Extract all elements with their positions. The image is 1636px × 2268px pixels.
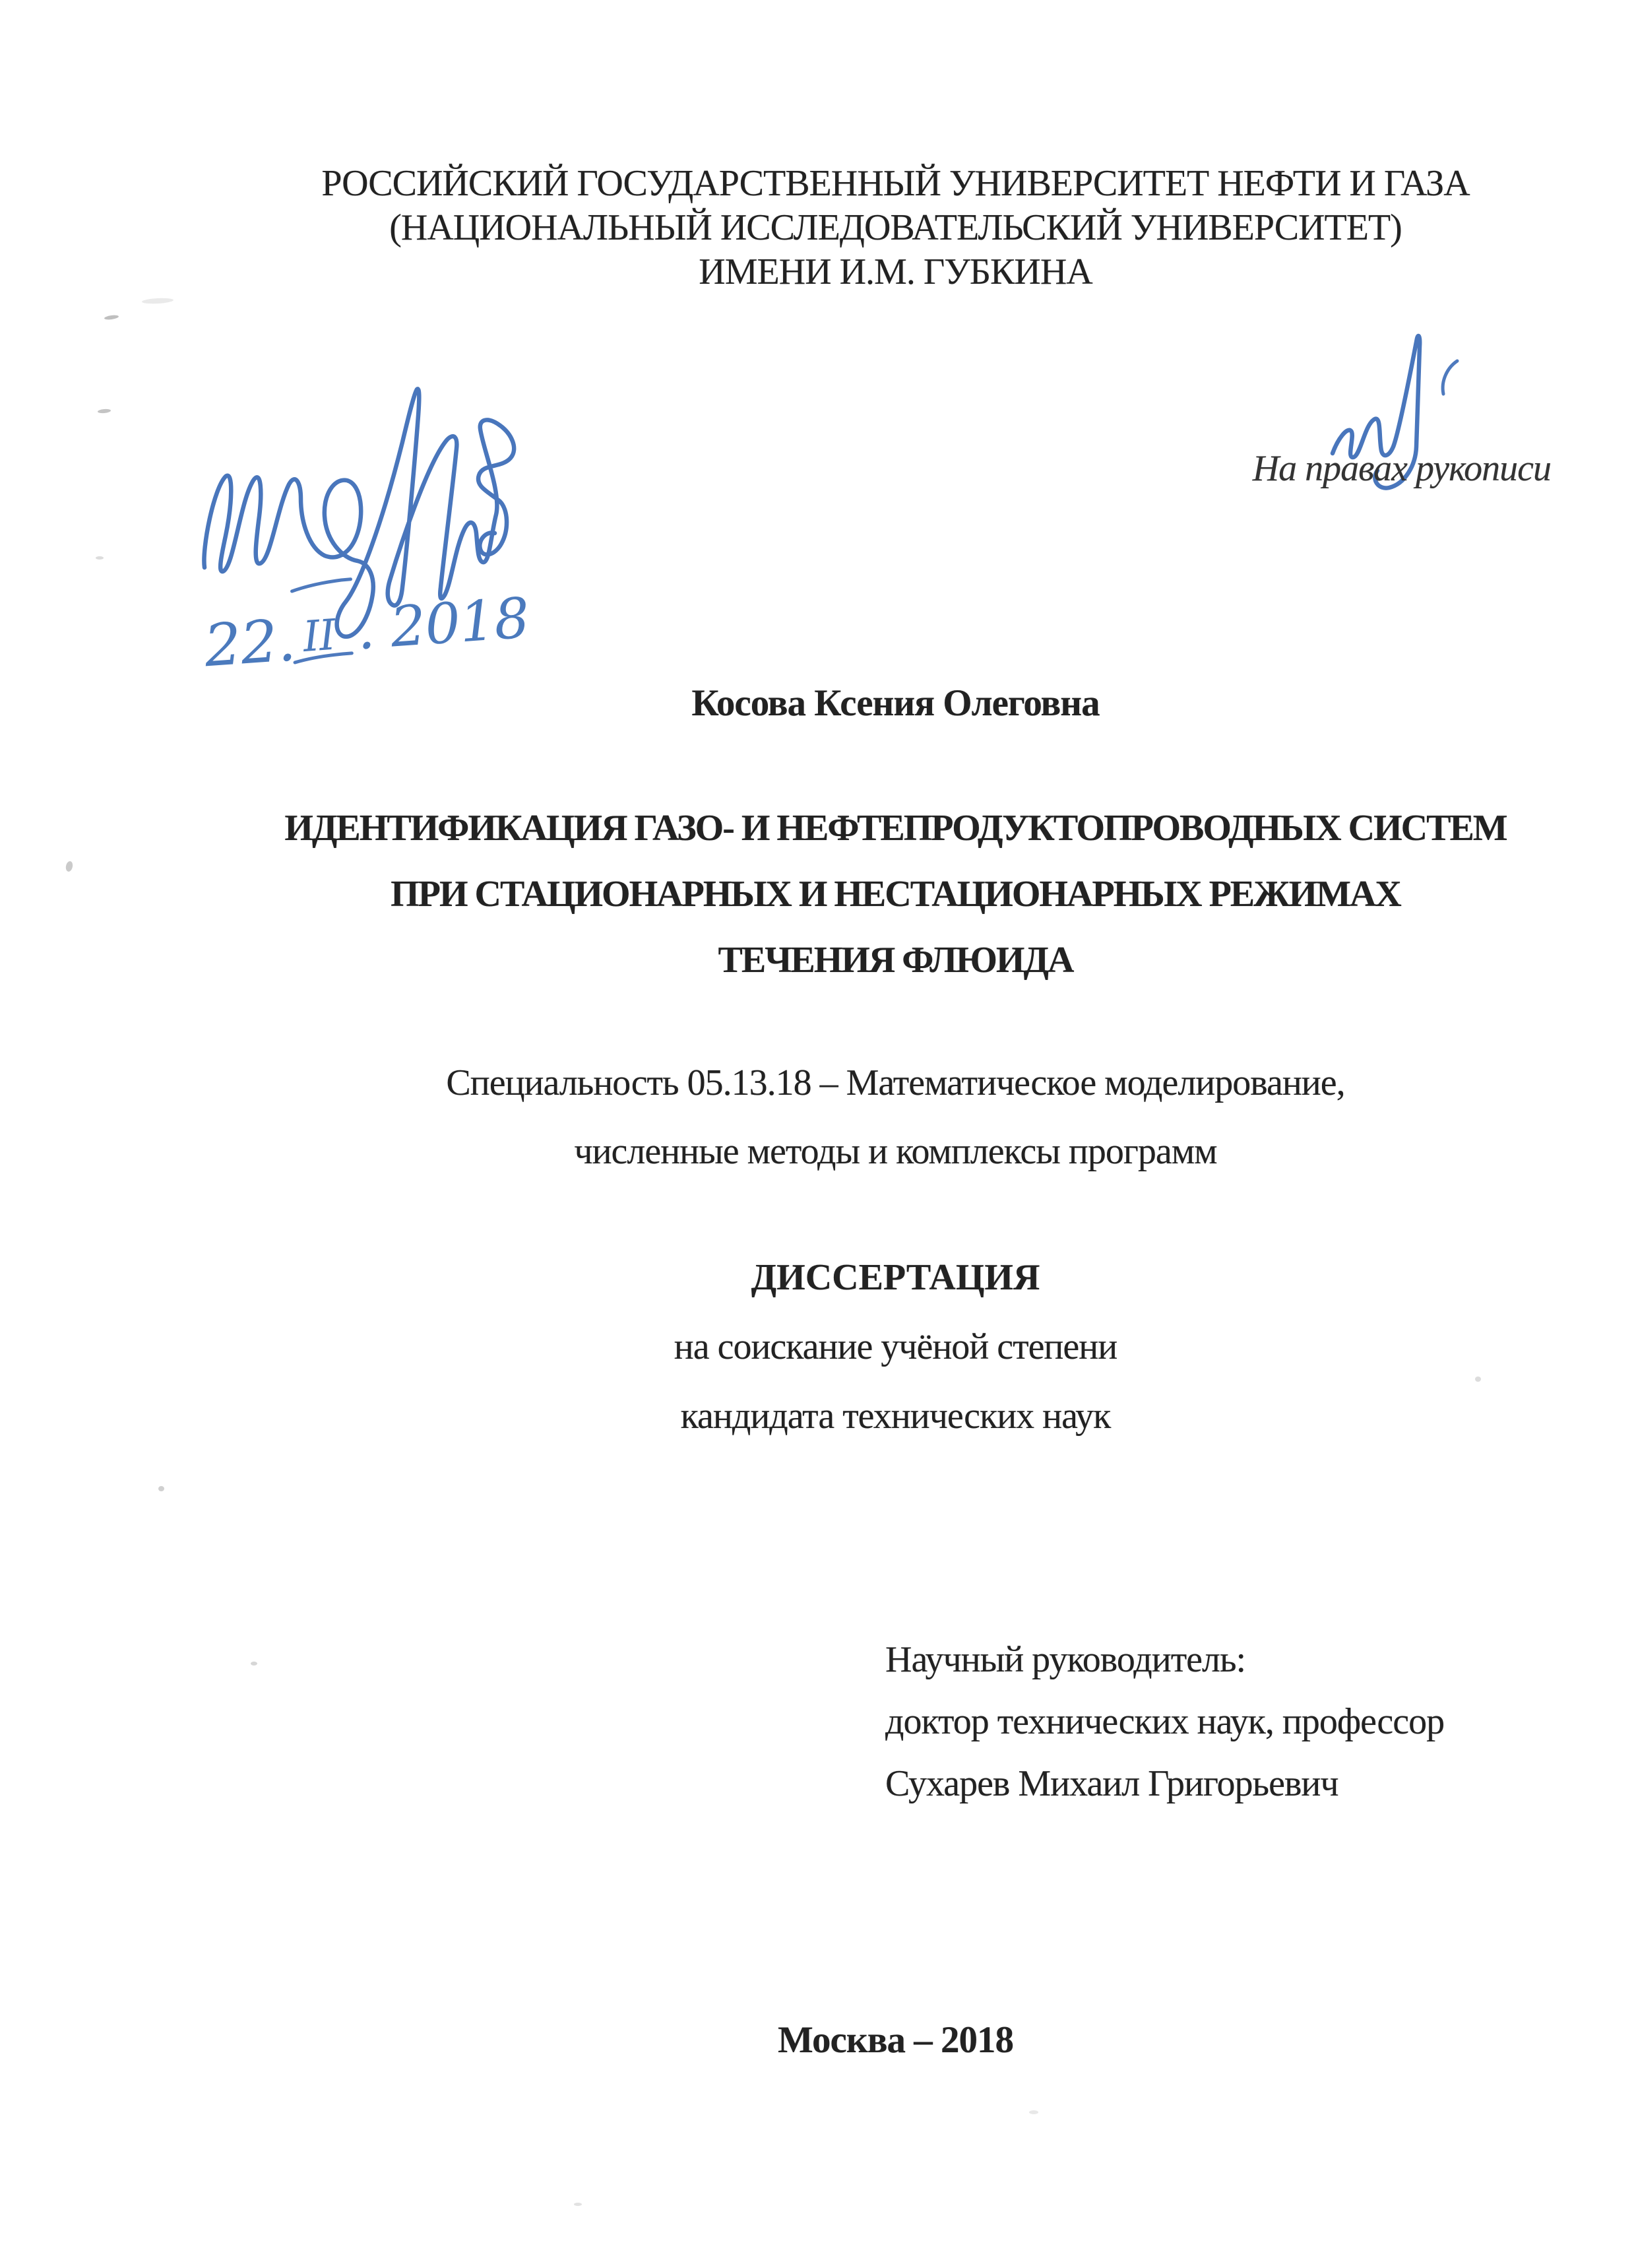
- scan-speckle: [98, 408, 111, 414]
- specialty-line-1: Специальность 05.13.18 – Математическое моделирование,: [446, 1062, 1345, 1103]
- scan-speckle: [65, 860, 73, 872]
- dissertation-heading: ДИССЕРТАЦИЯ: [751, 1257, 1040, 1298]
- specialty-block: [234, 1049, 1557, 1186]
- university-name-line-1: РОССИЙСКИЙ ГОСУДАРСТВЕННЫЙ УНИВЕРСИТЕТ НЕФТИ И ГАЗА: [321, 163, 1470, 204]
- title-line-1: ИДЕНТИФИКАЦИЯ ГАЗО- И НЕФТЕПРОДУКТОПРОВОДНЫХ СИСТЕМ: [284, 808, 1507, 849]
- scan-speckle: [158, 1486, 164, 1491]
- scan-speckle: [104, 314, 119, 320]
- author-signature-icon: [185, 363, 567, 680]
- handwritten-date-day: 22.: [202, 606, 298, 680]
- scan-speckle: [1029, 2110, 1038, 2114]
- approver-signature-tick: [1443, 361, 1457, 394]
- dissertation-title: [234, 795, 1557, 993]
- university-name-line-3: ИМЕНИ И.М. ГУБКИНА: [699, 251, 1092, 292]
- handwritten-date-month: II: [301, 610, 337, 662]
- supervisor-label: Научный руководитель:: [885, 1639, 1246, 1680]
- dissertation-line-2: на соискание учёной степени: [674, 1326, 1117, 1367]
- author-name: Косова Ксения Олеговна: [691, 682, 1100, 724]
- city-year: Москва – 2018: [778, 2019, 1013, 2061]
- title-line-2: ПРИ СТАЦИОНАРНЫХ И НЕСТАЦИОНАРНЫХ РЕЖИМАХ: [391, 874, 1400, 915]
- university-name-line-2: (НАЦИОНАЛЬНЫЙ ИССЛЕДОВАТЕЛЬСКИЙ УНИВЕРСИТЕТ): [389, 207, 1402, 248]
- scan-speckle: [1475, 1377, 1481, 1382]
- dissertation-block: [234, 1243, 1557, 1451]
- handwritten-date: [200, 567, 532, 680]
- handwritten-date-year: . 2018: [354, 585, 531, 663]
- supervisor-name: Сухарев Михаил Григорьевич: [885, 1763, 1338, 1804]
- title-line-3: ТЕЧЕНИЯ ФЛЮИДА: [718, 940, 1073, 981]
- date-month-overline: [292, 579, 352, 591]
- manuscript-note: На правах рукописи: [1252, 448, 1551, 489]
- scan-speckle: [142, 298, 173, 305]
- supervisor-degree: доктор технических наук, профессор: [885, 1701, 1445, 1742]
- university-header: [234, 162, 1557, 294]
- supervisor-block: [885, 1629, 1444, 1815]
- dissertation-line-3: кандидата технических наук: [680, 1396, 1111, 1437]
- scan-speckle: [96, 556, 104, 560]
- scan-speckle: [574, 2203, 582, 2206]
- scan-speckle: [251, 1662, 257, 1666]
- specialty-line-2: численные методы и комплексы программ: [574, 1131, 1217, 1172]
